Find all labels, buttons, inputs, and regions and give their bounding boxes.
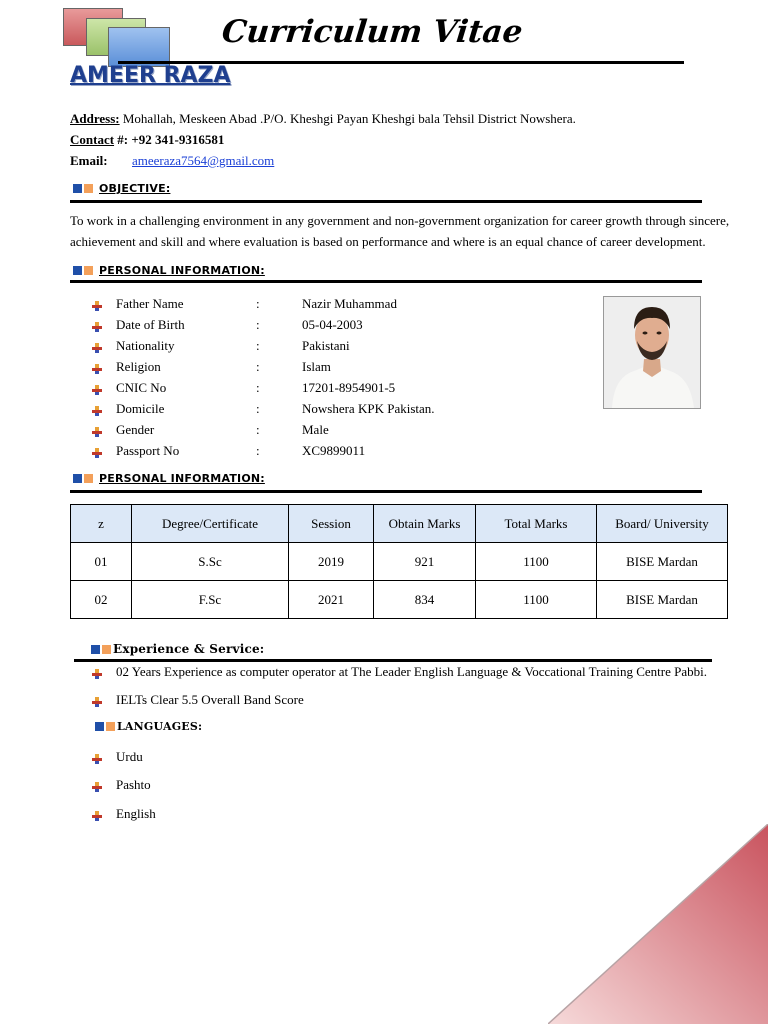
personal-info-label: CNIC No — [116, 380, 167, 395]
square-icon-blue — [95, 722, 104, 731]
bullet-icon — [92, 446, 102, 456]
personal-info-heading-label: PERSONAL INFORMATION: — [99, 264, 265, 277]
decorative-corner — [548, 824, 768, 1024]
personal-info-value: Islam — [302, 359, 331, 374]
bullet-icon — [92, 404, 102, 414]
personal-info-label: Father Name — [116, 296, 184, 311]
email-label: Email: — [70, 153, 108, 168]
document-title: Curriculum Vitae — [220, 14, 525, 50]
personal-info-colon: : — [256, 443, 260, 458]
personal-info-label: Domicile — [116, 401, 165, 416]
bullet-icon — [92, 362, 102, 372]
table-cell: 2019 — [289, 543, 374, 581]
address-value: Mohallah, Meskeen Abad .P/O. Kheshgi Payan Kheshgi bala Tehsil District Nowshera. — [119, 111, 576, 126]
personal-info-row — [92, 380, 512, 398]
objective-line-1: To work in a challenging environment in any government and non-government organization for career growth through sincere, — [70, 213, 730, 228]
personal-info-label: Nationality — [116, 338, 175, 353]
table-cell: F.Sc — [132, 581, 289, 619]
contact-value: #: +92 341-9316581 — [114, 132, 225, 147]
bullet-icon — [92, 809, 102, 819]
personal-info-value: 17201-8954901-5 — [302, 380, 396, 395]
personal-info-colon: : — [256, 296, 260, 311]
experience-heading — [91, 642, 264, 656]
table-cell: 01 — [71, 543, 132, 581]
table-cell: S.Sc — [132, 543, 289, 581]
personal-info-value: Nowshera KPK Pakistan. — [302, 401, 435, 416]
square-icon-orange — [84, 474, 93, 483]
table-cell: 834 — [374, 581, 476, 619]
address-line — [70, 111, 576, 127]
personal-info-value: 05-04-2003 — [302, 317, 363, 332]
bullet-icon — [92, 752, 102, 762]
bullet-icon — [92, 383, 102, 393]
column-header: Degree/Certificate — [132, 505, 289, 543]
personal-info-colon: : — [256, 317, 260, 332]
table-row — [71, 581, 728, 619]
section-rule — [74, 659, 712, 662]
personal-info-value: Male — [302, 422, 329, 437]
column-header: Session — [289, 505, 374, 543]
objective-text — [70, 210, 730, 252]
objective-heading — [73, 182, 170, 195]
experience-item-text: IELTs Clear 5.5 Overall Band Score — [116, 692, 304, 707]
bullet-icon — [92, 341, 102, 351]
experience-item-text: 02 Years Experience as computer operator at The Leader English Language & Voccational Training Centre Pabbi. — [116, 664, 707, 679]
personal-info-colon: : — [256, 401, 260, 416]
languages-heading-label: LANGUAGES: — [117, 720, 203, 733]
language-item-text: Pashto — [116, 777, 151, 792]
square-icon-blue — [73, 266, 82, 275]
section-rule — [70, 200, 702, 203]
personal-info-colon: : — [256, 359, 260, 374]
square-icon-orange — [84, 184, 93, 193]
personal-info-row — [92, 296, 512, 314]
personal-info-value: Nazir Muhammad — [302, 296, 397, 311]
contact-label: Contact — [70, 132, 115, 147]
education-table — [70, 504, 728, 619]
square-icon-orange — [84, 266, 93, 275]
personal-info-label: Date of Birth — [116, 317, 185, 332]
personal-info-value: XC9899011 — [302, 443, 366, 458]
personal-info-row — [92, 443, 512, 461]
table-header-row — [71, 505, 728, 543]
table-cell: 1100 — [476, 543, 597, 581]
column-header: Board/ University — [597, 505, 728, 543]
square-icon-orange — [102, 645, 111, 654]
language-item-text: Urdu — [116, 749, 143, 764]
square-icon-orange — [106, 722, 115, 731]
table-cell: 02 — [71, 581, 132, 619]
bullet-icon — [92, 425, 102, 435]
language-item-text: English — [116, 806, 156, 821]
personal-info-row — [92, 401, 512, 419]
education-heading — [73, 472, 265, 485]
personal-info-colon: : — [256, 380, 260, 395]
bullet-icon — [92, 780, 102, 790]
column-header: Obtain Marks — [374, 505, 476, 543]
bullet-icon — [92, 320, 102, 330]
contact-line — [70, 132, 224, 148]
personal-info-row — [92, 317, 512, 335]
objective-heading-label: OBJECTIVE: — [99, 182, 171, 195]
personal-info-row — [92, 359, 512, 377]
email-link[interactable]: ameeraza7564@gmail.com — [132, 153, 275, 168]
bullet-icon — [92, 695, 102, 705]
personal-info-value: Pakistani — [302, 338, 350, 353]
section-rule — [70, 490, 702, 493]
table-cell: 921 — [374, 543, 476, 581]
table-cell: 1100 — [476, 581, 597, 619]
table-row — [71, 543, 728, 581]
square-icon-blue — [73, 184, 82, 193]
languages-heading — [95, 720, 202, 733]
education-heading-label: PERSONAL INFORMATION: — [99, 472, 265, 485]
personal-info-row — [92, 338, 512, 356]
profile-photo — [603, 296, 701, 409]
square-icon-blue — [73, 474, 82, 483]
bullet-icon — [92, 667, 102, 677]
table-cell: BISE Mardan — [597, 543, 728, 581]
bullet-icon — [92, 299, 102, 309]
personal-info-heading — [73, 264, 265, 277]
experience-heading-label: Experience & Service: — [113, 642, 265, 656]
section-rule — [70, 280, 702, 283]
column-header: z — [71, 505, 132, 543]
email-line — [70, 153, 275, 169]
personal-info-colon: : — [256, 422, 260, 437]
personal-info-label: Gender — [116, 422, 155, 437]
personal-info-row — [92, 422, 512, 440]
column-header: Total Marks — [476, 505, 597, 543]
square-icon-blue — [91, 645, 100, 654]
personal-info-label: Passport No — [116, 443, 180, 458]
candidate-name: AMEER RAZA — [70, 63, 231, 88]
table-cell: 2021 — [289, 581, 374, 619]
table-cell: BISE Mardan — [597, 581, 728, 619]
personal-info-colon: : — [256, 338, 260, 353]
address-label: Address: — [70, 111, 120, 126]
personal-info-label: Religion — [116, 359, 161, 374]
objective-line-2: achievement and skill and where evaluation is based on performance and where is an equal chance of career development. — [70, 234, 706, 249]
